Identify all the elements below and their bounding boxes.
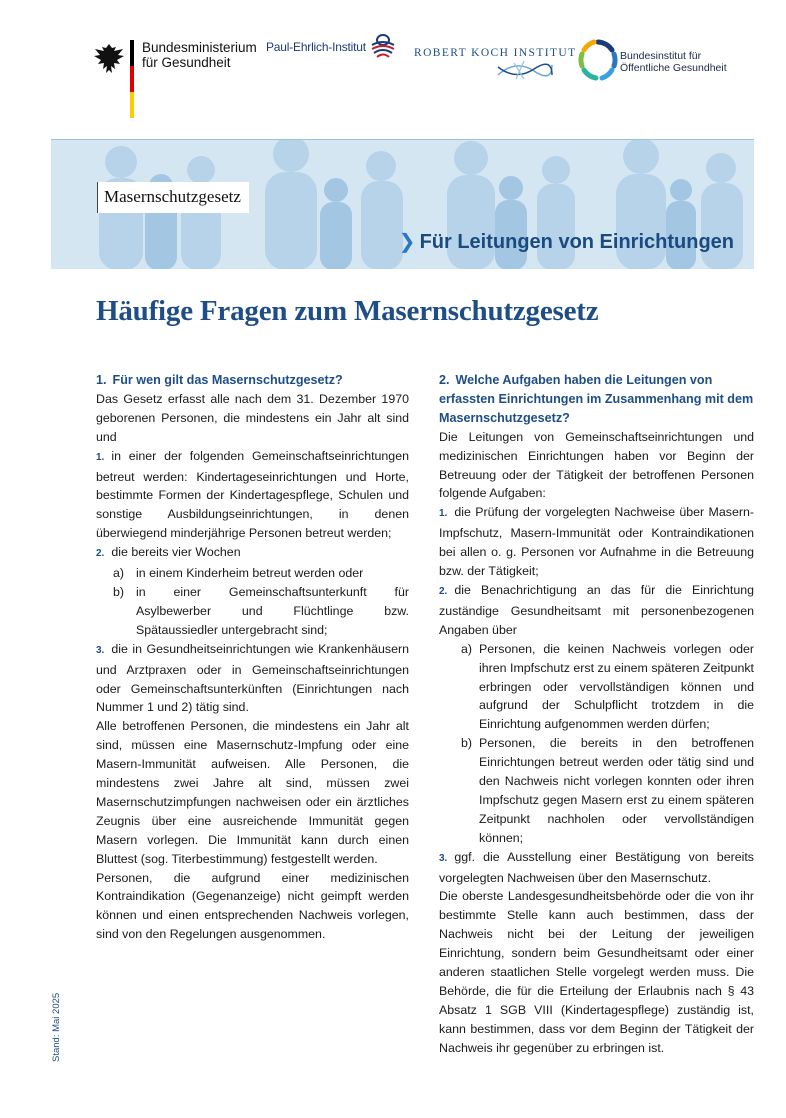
stand-date: Stand: Mai 2025 (51, 992, 62, 1062)
question-2-heading: 2. Welche Aufgaben haben die Leitungen von erfassten Einrichtungen im Zusammenhang mit dem Masernschutzgesetz? (439, 373, 754, 425)
page-title: Häufige Fragen zum Masernschutzgesetz (96, 295, 599, 327)
list-item: 2. die Benachrichtigung an das für die Einrichtung zuständige Gesundheitsamt mit personenbezogenen Angaben über (439, 582, 754, 637)
bioeg-logo (578, 36, 727, 89)
audience-label (399, 229, 734, 254)
sub-list-item: a) Personen, die keinen Nachweis vorlegen oder ihren Impfschutz erst zu einem späteren Zeitpunkt erbringen oder vervollständigen können und aufgrund der Schulpflicht trotzdem in die Einrichtung aufgenommen werden dürfen; (461, 641, 754, 732)
sub-list-item: a) in einem Kinderheim betreut werden oder (113, 566, 364, 581)
sub-list-item: b) in einer Gemeinschaftsunterkunft für Asylbewerber und Flüchtlinge bzw. Spätaussiedler untergebracht sind; (113, 584, 409, 637)
bioeg-name: Bundesinstitut für Öffentliche Gesundheit (620, 50, 727, 74)
bmg-name: Bundesministerium für Gesundheit (142, 40, 257, 70)
audience-text: Für Leitungen von Einrichtungen (419, 231, 734, 253)
list-item: 1. die Prüfung der vorgelegten Nachweise über Masern-Impfschutz, Masern-Immunität oder Kontraindikationen bei allen o. g. Personen vor Aufnahme in die Betreuung bzw. der Tätigkeit; (439, 505, 754, 579)
rki-name: ROBERT KOCH INSTITUT (414, 47, 577, 59)
left-column (96, 371, 409, 944)
list-item: 3. ggf. die Ausstellung einer Bestätigung von bereits vorgelegten Nachweisen über den Masernschutz. (439, 849, 754, 885)
law-name-tag: Masernschutzgesetz (97, 182, 249, 213)
paragraph: Personen, die aufgrund einer medizinischen Kontraindikation (Gegenanzeige) nicht geimpft werden können und einen entsprechenden Nachweis vorlegen, sind von den Regelungen ausgenommen. (96, 870, 409, 942)
question-1-intro: Das Gesetz erfasst alle nach dem 31. Dezember 1970 geborenen Personen, die mindestens ein Jahr alt sind und (96, 391, 409, 444)
rki-logo (414, 43, 577, 61)
bmg-logo (92, 40, 257, 120)
paragraph: Die oberste Landesgesundheitsbehörde oder die von ihr bestimmte Stelle kann auch bestimmen, dass der Nachweis nicht bei der Leitung der jeweiligen Einrichtung, sondern beim Gesundheitsamt oder einer anderen staatlichen Stelle vorgelegt werden muss. Die Behörde, die für die Erteilung der Erlaubnis nach § 43 Absatz 1 SGB VIII (Kindertagespflege) zuständig ist, kann bestimmen, dass vor dem Beginn der Tätigkeit der Nachweis ihr gegenüber zu erbringen ist. (439, 889, 754, 1055)
list-item: 1. in einer der folgenden Gemeinschaftseinrichtungen betreut werden: Kindertageseinrichtungen und Horte, bestimmte Formen der Kindertagespflege, Schulen und sonstige Ausbildungseinrichtungen, in denen überwiegend minderjährige Personen betreut werden; (96, 448, 409, 541)
pei-emblem-icon (370, 34, 396, 58)
list-item: 3. die in Gesundheitseinrichtungen wie Krankenhäusern und Arztpraxen oder in Gemeinschaftseinrichtungen oder Gemeinschaftsunterkünften (Einrichtungen nach Nummer 1 und 2) tätig sind. (96, 641, 409, 715)
federal-eagle-icon (92, 42, 126, 76)
right-column (439, 371, 754, 1058)
german-flag-bar (130, 40, 134, 118)
header-banner (51, 139, 754, 269)
paragraph: Alle betroffenen Personen, die mindestens ein Jahr alt sind, müssen eine Masernschutz-Impfung oder eine Masern-Immunität aufweisen. Alle Personen, die mindestens zwei Jahre alt sind, müssen zwei Masernschutzimpfungen nachweisen oder ein ärztliches Zeugnis über eine ausreichende Immunität gegen Masern vorlegen. Die Immunität kann durch einen Bluttest (sog. Titerbestimmung) festgestellt werden. (96, 719, 409, 866)
list-item: 2. die bereits vier Wochen (96, 545, 241, 560)
bioeg-circle-icon (578, 36, 618, 84)
rki-emblem-icon (494, 55, 554, 83)
question-2-intro: Die Leitungen von Gemeinschaftseinrichtungen und medizinischen Einrichtungen haben vor Beginn der Betreuung oder der Tätigkeit der betroffenen Personen folgende Aufgaben: (439, 429, 754, 501)
pei-name: Paul-Ehrlich-Institut (266, 40, 366, 54)
question-1-heading: 1. Für wen gilt das Masernschutzgesetz? (96, 373, 343, 387)
pei-logo (266, 38, 366, 56)
sub-list-item: b) Personen, die bereits in den betroffenen Einrichtungen betreut werden oder tätig sind und den Nachweis nicht vorlegen konnten oder ihren Impfschutz gegen Masern erst zu einem späteren Zeitpunkt nachholen oder vervollständigen können; (461, 736, 754, 845)
chevron-right-icon: ❯ (398, 231, 416, 253)
logo-bar (0, 0, 786, 125)
